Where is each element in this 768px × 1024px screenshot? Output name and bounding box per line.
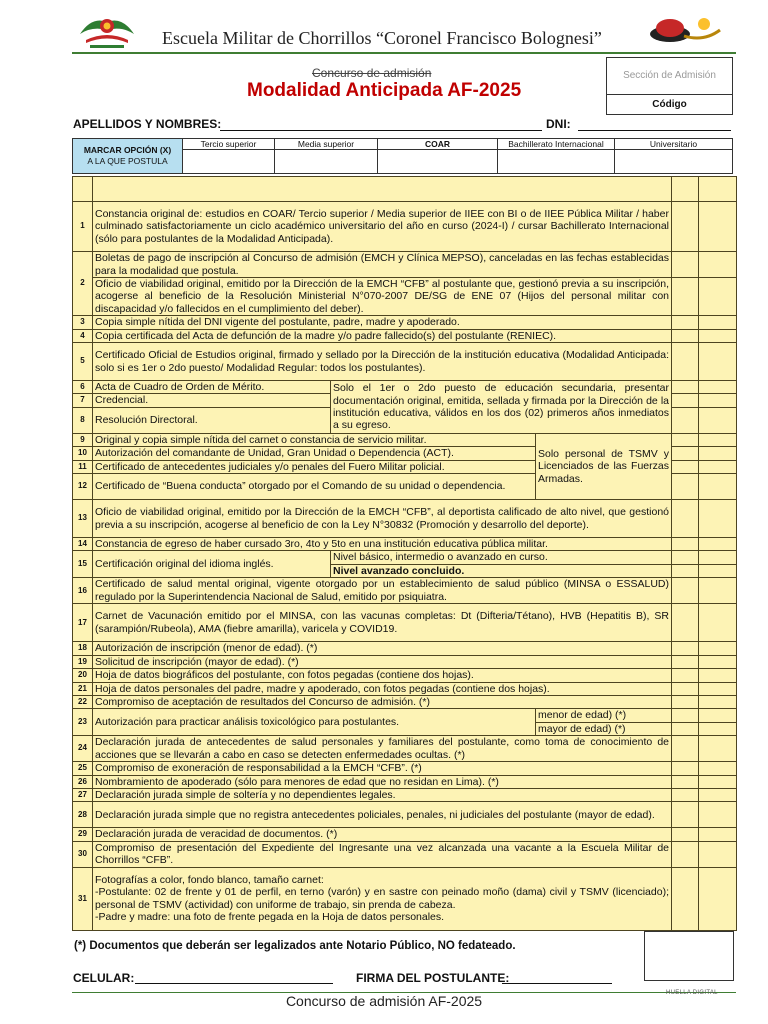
page-title: Modalidad Anticipada AF-2025 [247, 80, 522, 101]
check-box[interactable] [699, 841, 737, 867]
check-box[interactable] [672, 655, 699, 668]
option-box-tercio[interactable] [183, 150, 275, 174]
check-box[interactable] [672, 775, 699, 788]
school-crest-logo [76, 12, 138, 52]
fingerprint-box[interactable] [644, 931, 734, 981]
row-number: 27 [73, 788, 93, 801]
requirement-text: Original y copia simple nítida del carnet o constancia de servicio militar. [93, 433, 536, 446]
check-box[interactable] [672, 278, 699, 316]
row-number: 24 [73, 736, 93, 762]
dni-label: DNI: [546, 117, 571, 131]
requirement-text: Resolución Directoral. [93, 407, 331, 433]
requirement-text: Constancia de egreso de haber cursado 3ro, 4to y 5to en una institución educativa pública militar. [93, 538, 672, 551]
check-box[interactable] [672, 447, 699, 460]
row-number: 19 [73, 655, 93, 668]
check-box[interactable] [672, 202, 699, 252]
row-number: 6 [73, 381, 93, 394]
row-number: 30 [73, 841, 93, 867]
check-box[interactable] [672, 604, 699, 642]
check-box[interactable] [699, 709, 737, 722]
check-header [672, 177, 699, 202]
check-box[interactable] [672, 500, 699, 538]
mark-option-cell [73, 139, 183, 174]
check-box[interactable] [699, 447, 737, 460]
option-header-coar: COAR [378, 139, 498, 150]
requirement-text: Nombramiento de apoderado (sólo para menores de edad que no residan en Lima). (*) [93, 775, 672, 788]
row-number: 28 [73, 802, 93, 828]
requirement-option: Nivel básico, intermedio o avanzado en curso. [331, 551, 672, 564]
row-number: 1 [73, 202, 93, 252]
dni-field[interactable] [578, 130, 731, 131]
option-box-bachillerato[interactable] [498, 150, 615, 174]
check-box[interactable] [699, 381, 737, 394]
check-box[interactable] [699, 474, 737, 500]
names-label: APELLIDOS Y NOMBRES: [73, 117, 222, 131]
row-number: 10 [73, 447, 93, 460]
row-number: 3 [73, 316, 93, 329]
requirement-text: Autorización para practicar análisis toxicológico para postulantes. [93, 709, 536, 736]
option-header-media: Media superior [275, 139, 378, 150]
requirement-text: Autorización de inscripción (menor de edad). (*) [93, 642, 672, 655]
phone-field[interactable] [135, 983, 333, 984]
check-box[interactable] [699, 500, 737, 538]
check-box[interactable] [699, 802, 737, 828]
photos-intro: Fotografías a color, fondo blanco, tamaño carnet: [95, 873, 324, 886]
requirement-text: Compromiso de exoneración de responsabilidad a la EMCH “CFB”. (*) [93, 762, 672, 775]
option-table [72, 138, 733, 174]
struck-subtitle: Concurso de admisión [312, 66, 432, 80]
option-header-tercio: Tercio superior [183, 139, 275, 150]
row-number: 29 [73, 828, 93, 841]
check-box[interactable] [672, 722, 699, 735]
requirement-text: Certificado de “Buena conducta” otorgado por el Comando de su unidad o dependencia. [93, 474, 536, 500]
option-box-universitario[interactable] [615, 150, 733, 174]
check-box[interactable] [699, 642, 737, 655]
check-box[interactable] [672, 682, 699, 695]
row-number: 13 [73, 500, 93, 538]
requirements-table [72, 176, 737, 931]
requirement-text: Copia certificada del Acta de defunción de la madre y/o padre fallecido(s) del postulante (RENIEC). [93, 329, 672, 342]
mark-option-label: MARCAR OPCIÓN (X) [83, 145, 172, 155]
row-number: 18 [73, 642, 93, 655]
footer-contest: Concurso de admisión AF-2025 [285, 993, 483, 1009]
requirement-text: Compromiso de aceptación de resultados del Concurso de admisión. (*) [93, 695, 672, 708]
check-box[interactable] [672, 460, 699, 473]
requirement-text: Oficio de viabilidad original, emitido por la Dirección de la EMCH “CFB”, al deportista calificado de alto nivel, que gestionó previa a su inscripción, acogerse al beneficio de con la Ley N°30832 (Promoción y desarrollo del deporte). [93, 500, 672, 538]
requirement-text: Constancia original de: estudios en COAR/ Tercio superior / Media superior de IIEE con BI o de IIEE Pública Militar / haber culminado satisfactoriamente un ciclo académico universitario del año en curso (2024-I) / cursar Bachillerato Internacional (sólo para postulantes de la Modalidad Anticipada). [93, 202, 672, 252]
option-box-coar[interactable] [378, 150, 498, 174]
admission-section-label: Sección de Admisión [607, 58, 732, 95]
requirement-text: Solicitud de inscripción (mayor de edad). (*) [93, 655, 672, 668]
requirement-text: Carnet de Vacunación emitido por el MINSA, con las vacunas completas: Dt (Difteria/Tétano), HVB (Hepatitis B), SR (sarampión/Rubeola), AMA (fiebre amarilla), varicela y COVID19. [93, 604, 672, 642]
check-header [699, 177, 737, 202]
check-box[interactable] [672, 642, 699, 655]
check-box[interactable] [672, 762, 699, 775]
legalization-note: (*) Documentos que deberán ser legalizados ante Notario Público, NO fedateado. [74, 940, 516, 952]
check-box[interactable] [699, 867, 737, 930]
check-box[interactable] [672, 343, 699, 381]
group-note-first-place: Solo el 1er o 2do puesto de educación secundaria, presentar documentación original, emitida, sellada y firmada por la Dirección de la institución educativa, válidos en los dos (02) primeros años inmediatos a su egreso. [331, 381, 672, 434]
option-header-bachillerato: Bachillerato Internacional [498, 139, 615, 150]
fingerprint-label: HUELLA DIGITAL [666, 990, 718, 996]
row-number: 4 [73, 329, 93, 342]
check-box[interactable] [699, 202, 737, 252]
check-box[interactable] [672, 867, 699, 930]
check-box[interactable] [699, 460, 737, 473]
check-box[interactable] [672, 736, 699, 762]
row-number: 11 [73, 460, 93, 473]
check-box[interactable] [672, 788, 699, 801]
names-field[interactable] [220, 130, 542, 131]
check-box[interactable] [672, 828, 699, 841]
row-number: 26 [73, 775, 93, 788]
requirement-text: Hoja de datos biográficos del postulante, con fotos pegadas (contiene dos hojas). [93, 669, 672, 682]
check-box[interactable] [672, 578, 699, 604]
check-box[interactable] [699, 682, 737, 695]
check-box[interactable] [699, 278, 737, 316]
header-cell [93, 177, 672, 202]
requirement-text: Credencial. [93, 394, 331, 407]
requirement-text: Hoja de datos personales del padre, madre y apoderado, con fotos pegadas (contiene dos hojas). [93, 682, 672, 695]
option-header-universitario: Universitario [615, 139, 733, 150]
check-box[interactable] [699, 578, 737, 604]
check-box[interactable] [672, 316, 699, 329]
check-box[interactable] [699, 394, 737, 407]
check-box[interactable] [699, 407, 737, 433]
requirement-text: Copia simple nítida del DNI vigente del postulante, padre, madre y apoderado. [93, 316, 672, 329]
row-number: 9 [73, 433, 93, 446]
header-cell [73, 177, 93, 202]
requirement-text: Boletas de pago de inscripción al Concurso de admisión (EMCH y Clínica MEPSO), canceladas en las fechas establecidas para la modalidad que postula. [93, 252, 672, 278]
requirement-text: Declaración jurada simple de soltería y no dependientes legales. [93, 788, 672, 801]
row-number: 12 [73, 474, 93, 500]
row-number: 7 [73, 394, 93, 407]
requirement-text: Declaración jurada simple que no registra antecedentes policiales, penales, ni judiciales del postulante (mayor de edad). [93, 802, 672, 828]
requirement-option: mayor de edad) (*) [536, 722, 672, 735]
row-number: 5 [73, 343, 93, 381]
signature-field[interactable] [502, 983, 612, 984]
check-box[interactable] [672, 841, 699, 867]
check-box[interactable] [699, 564, 737, 577]
row-number: 8 [73, 407, 93, 433]
check-box[interactable] [699, 722, 737, 735]
row-number: 14 [73, 538, 93, 551]
requirement-option: Nivel avanzado concluido. [331, 564, 672, 577]
check-box[interactable] [699, 736, 737, 762]
check-box[interactable] [672, 381, 699, 394]
check-box[interactable] [699, 828, 737, 841]
check-box[interactable] [699, 775, 737, 788]
row-number: 25 [73, 762, 93, 775]
row-number: 16 [73, 578, 93, 604]
check-box[interactable] [672, 695, 699, 708]
check-box[interactable] [672, 474, 699, 500]
row-number: 20 [73, 669, 93, 682]
check-box[interactable] [699, 788, 737, 801]
photos-parents: -Padre y madre: una foto de frente pegada en la Hoja de datos personales. [95, 911, 445, 924]
check-box[interactable] [672, 669, 699, 682]
requirement-text: Certificado de antecedentes judiciales y/o penales del Fuero Militar policial. [93, 460, 536, 473]
requirement-option: menor de edad) (*) [536, 709, 672, 722]
check-box[interactable] [699, 655, 737, 668]
header-rule [72, 52, 736, 54]
check-box[interactable] [672, 433, 699, 446]
check-box[interactable] [699, 343, 737, 381]
requirement-text: Acta de Cuadro de Orden de Mérito. [93, 381, 331, 394]
check-box[interactable] [672, 564, 699, 577]
row-number: 2 [73, 252, 93, 316]
check-box[interactable] [699, 604, 737, 642]
requirement-text: Certificado de salud mental original, vigente otorgado por un establecimiento de salud público (MINSA o ESSALUD) regulado por la Superintendencia Nacional de Salud, emitido por psiquiatra. [93, 578, 672, 604]
check-box[interactable] [672, 709, 699, 722]
check-box[interactable] [672, 329, 699, 342]
check-box[interactable] [672, 802, 699, 828]
cap-emblem-image [644, 12, 724, 48]
check-box[interactable] [699, 669, 737, 682]
signature-label: FIRMA DEL POSTULANTE: [356, 971, 510, 985]
group-note-tsmv: Solo personal de TSMV y Licenciados de las Fuerzas Armadas. [536, 433, 672, 499]
photos-applicant: -Postulante: 02 de frente y 01 de perfil, en terno (varón) y en sastre con peinado moño (dama) civil y TSMV (licenciado); personal de TSMV (actividad) con uniforme de trabajo, sin prenda de cabeza. [95, 886, 669, 911]
check-box[interactable] [672, 394, 699, 407]
school-title: Escuela Militar de Chorrillos “Coronel Francisco Bolognesi” [162, 28, 602, 48]
requirement-text: Declaración jurada de veracidad de documentos. (*) [93, 828, 672, 841]
row-number: 31 [73, 867, 93, 930]
row-number: 22 [73, 695, 93, 708]
row-number: 17 [73, 604, 93, 642]
phone-label: CELULAR: [73, 971, 135, 985]
requirement-text: Autorización del comandante de Unidad, Gran Unidad o Dependencia (ACT). [93, 447, 536, 460]
check-box[interactable] [699, 695, 737, 708]
admission-section-box [606, 57, 733, 115]
row-number: 21 [73, 682, 93, 695]
check-box[interactable] [699, 538, 737, 551]
check-box[interactable] [699, 551, 737, 564]
option-box-media[interactable] [275, 150, 378, 174]
check-box[interactable] [699, 762, 737, 775]
check-box[interactable] [699, 329, 737, 342]
check-box[interactable] [672, 252, 699, 278]
check-box[interactable] [672, 407, 699, 433]
mark-option-sublabel: A LA QUE POSTULA [87, 156, 168, 166]
check-box[interactable] [699, 252, 737, 278]
requirement-text: Certificación original del idioma inglés. [93, 551, 331, 578]
row-number: 23 [73, 709, 93, 736]
requirement-text: Declaración jurada de antecedentes de salud personales y familiares del postulante, como toma de conocimiento de acciones que se llevarán a cabo en caso se detecten enfermedades ocultas. (*) [93, 736, 672, 762]
row-number: 15 [73, 551, 93, 578]
requirement-text: Certificado Oficial de Estudios original, firmado y sellado por la Dirección de la institución educativa (Modalidad Anticipada: solo si es 1er o 2do puesto/ Modalidad Regular: todos los postulantes). [93, 343, 672, 381]
requirement-photos [93, 867, 672, 930]
code-label: Código [652, 99, 687, 110]
check-box[interactable] [699, 433, 737, 446]
requirement-text: Oficio de viabilidad original, emitido por la Dirección de la EMCH “CFB” al postulante que, gestionó previa a su inscripción, acogerse al beneficio de la Resolución Ministerial N°070-2007 DE/SG de ENE 07 (Hijos del personal militar con discapacidad y/o fallecidos en el cumplimiento del deber). [93, 278, 672, 316]
check-box[interactable] [672, 538, 699, 551]
check-box[interactable] [672, 551, 699, 564]
check-box[interactable] [699, 316, 737, 329]
requirement-text: Compromiso de presentación del Expediente del Ingresante una vez alcanzada una vacante a la Escuela Militar de Chorrillos “CFB”. [93, 841, 672, 867]
